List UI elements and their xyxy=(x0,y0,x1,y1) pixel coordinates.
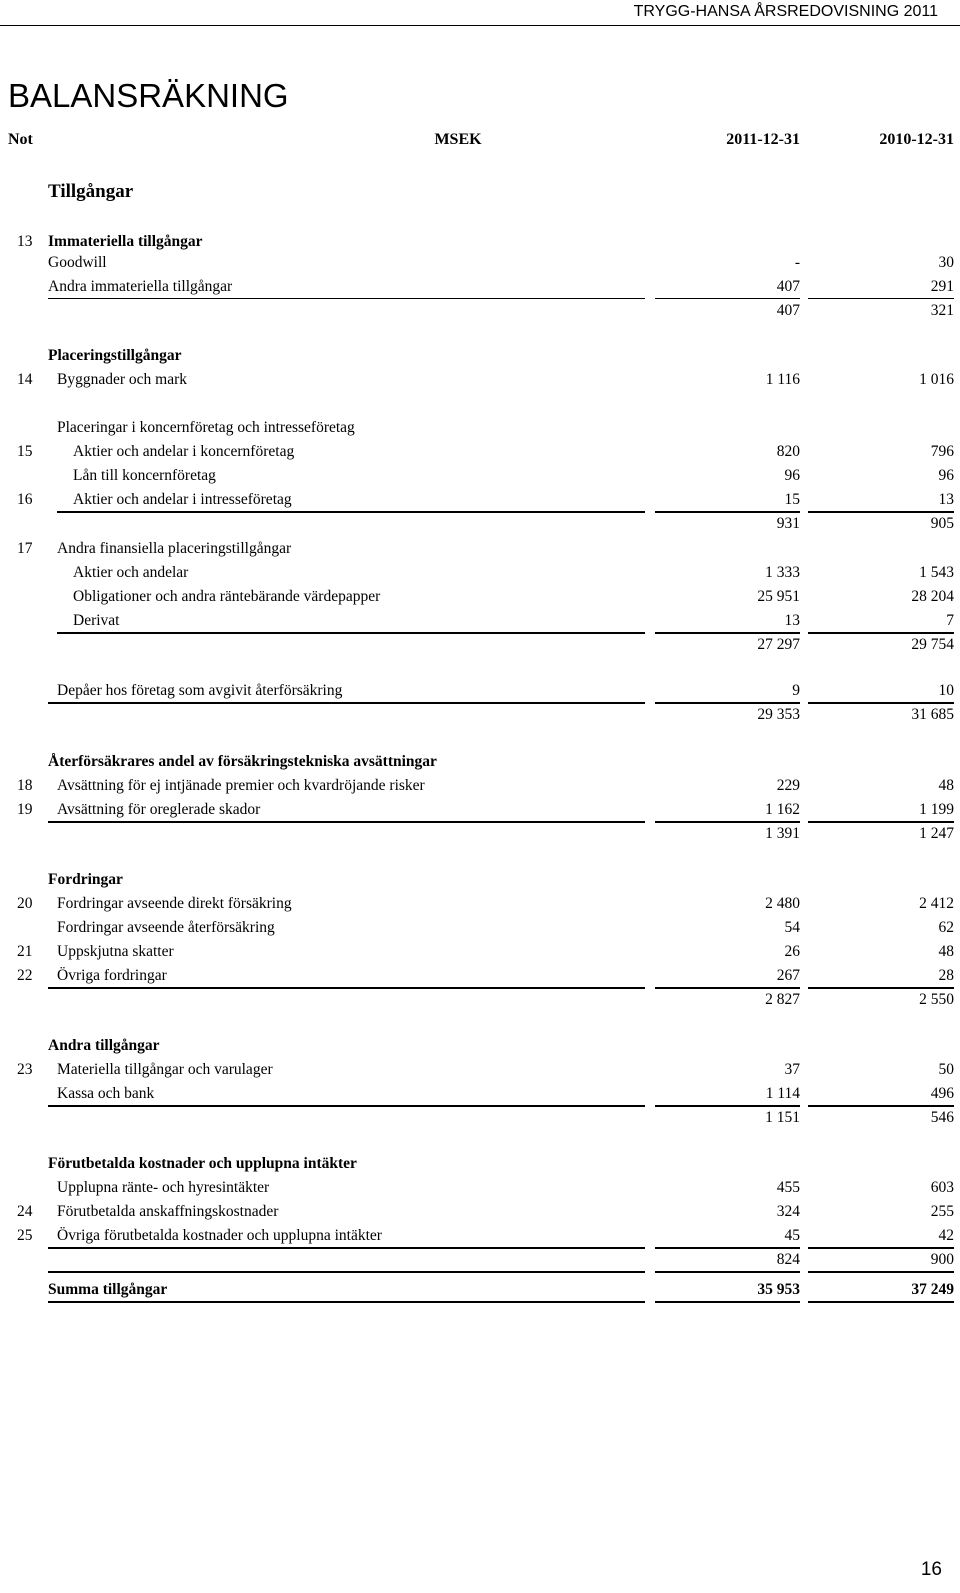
table-row xyxy=(0,703,960,727)
row-rule-2010 xyxy=(808,987,954,989)
value-2010: 496 xyxy=(930,1085,954,1102)
table-row xyxy=(0,1200,960,1224)
value-2010: 29 754 xyxy=(911,636,954,653)
value-2011: 2 827 xyxy=(765,991,800,1008)
value-2010: 1 247 xyxy=(919,825,954,842)
value-2011: 54 xyxy=(784,919,800,936)
row-label: Aktier och andelar i koncernföretag xyxy=(73,443,295,460)
table-row xyxy=(0,464,960,488)
value-2010: 546 xyxy=(930,1109,954,1126)
value-2011: 25 951 xyxy=(757,588,800,605)
note-number: 19 xyxy=(17,801,33,818)
value-2011: 1 162 xyxy=(765,801,800,818)
value-2010: 50 xyxy=(938,1061,954,1078)
row-rule-label xyxy=(48,1105,645,1107)
page-heading: BALANSRÄKNING xyxy=(8,77,289,114)
row-rule-2011 xyxy=(655,1247,800,1249)
value-2010: 28 xyxy=(938,967,954,984)
row-label: Övriga fordringar xyxy=(57,967,167,984)
value-2011: 37 xyxy=(784,1061,800,1078)
table-row xyxy=(0,537,960,561)
table-row xyxy=(0,964,960,988)
table-row xyxy=(0,1224,960,1248)
table-row xyxy=(0,416,960,440)
value-2011: 2 480 xyxy=(765,895,800,912)
row-label: Obligationer och andra räntebärande värdepapper xyxy=(73,588,381,605)
value-2011: 27 297 xyxy=(757,636,800,653)
row-label: Depåer hos företag som avgivit återförsäkring xyxy=(57,682,343,699)
value-2010: 905 xyxy=(930,515,954,532)
note-number: 23 xyxy=(17,1061,33,1078)
row-rule-label xyxy=(48,987,645,989)
row-rule-2010 xyxy=(808,298,954,299)
row-label: Upplupna ränte- och hyresintäkter xyxy=(57,1179,270,1196)
row-label: Andra finansiella placeringstillgångar xyxy=(57,540,292,557)
row-label: Goodwill xyxy=(48,254,107,271)
row-label: Kassa och bank xyxy=(57,1085,155,1102)
table-row xyxy=(0,585,960,609)
row-rule-2011 xyxy=(655,1105,800,1107)
value-2011: 931 xyxy=(776,515,800,532)
note-number: 25 xyxy=(17,1227,33,1244)
table-row xyxy=(0,1152,960,1176)
value-2010: 7 xyxy=(946,612,954,629)
page-number: 16 xyxy=(920,1559,942,1580)
row-rule-label xyxy=(48,702,645,704)
table-row xyxy=(0,892,960,916)
table-row xyxy=(0,368,960,392)
row-label: Placeringar i koncernföretag och intresseföretag xyxy=(57,419,355,436)
value-2011: 29 353 xyxy=(757,706,800,723)
row-rule-2010 xyxy=(808,821,954,823)
row-label: Derivat xyxy=(73,612,120,629)
note-number: 20 xyxy=(17,895,33,912)
table-row xyxy=(0,488,960,512)
row-label: Placeringstillgångar xyxy=(48,347,182,364)
value-2010: 900 xyxy=(930,1251,954,1268)
row-label: Fordringar avseende direkt försäkring xyxy=(57,895,292,912)
note-number: 13 xyxy=(17,233,33,250)
row-rule-2010 xyxy=(808,702,954,704)
value-2011: 96 xyxy=(784,467,800,484)
row-label: Immateriella tillgångar xyxy=(48,233,203,250)
table-row xyxy=(0,1034,960,1058)
table-row xyxy=(0,633,960,657)
table-row xyxy=(0,251,960,275)
note-number: 15 xyxy=(17,443,33,460)
row-label: Övriga förutbetalda kostnader och upplupna intäkter xyxy=(57,1227,382,1244)
value-2011: 229 xyxy=(776,777,800,794)
value-2010: 37 249 xyxy=(911,1281,954,1298)
value-2011: 1 116 xyxy=(765,371,800,388)
value-2010: 2 412 xyxy=(919,895,954,912)
table-row xyxy=(0,1106,960,1130)
value-2010: 48 xyxy=(938,943,954,960)
row-label: Fordringar xyxy=(48,871,123,888)
table-row xyxy=(0,822,960,846)
row-rule-label xyxy=(48,1301,645,1303)
row-rule-2011 xyxy=(655,632,800,634)
column-header-2010: 2010-12-31 xyxy=(879,131,954,148)
row-rule-2011 xyxy=(655,987,800,989)
row-label: Andra tillgångar xyxy=(48,1037,160,1054)
value-2010: 30 xyxy=(938,254,954,271)
table-row xyxy=(0,344,960,368)
row-rule-2010 xyxy=(808,1301,954,1303)
value-2011: 1 114 xyxy=(765,1085,800,1102)
value-2011: 1 333 xyxy=(765,564,800,581)
value-2011: 267 xyxy=(776,967,800,984)
row-rule-2011 xyxy=(655,702,800,704)
value-2011: - xyxy=(794,254,800,271)
row-rule-2011 xyxy=(655,1301,800,1303)
value-2011: 407 xyxy=(776,278,800,295)
value-2010: 291 xyxy=(930,278,954,295)
value-2010: 96 xyxy=(938,467,954,484)
value-2010: 603 xyxy=(930,1179,954,1196)
value-2010: 255 xyxy=(930,1203,954,1220)
table-row xyxy=(0,1058,960,1082)
report-title: TRYGG-HANSA ÅRSREDOVISNING 2011 xyxy=(633,3,938,20)
value-2011: 324 xyxy=(776,1203,800,1220)
note-number: 16 xyxy=(17,491,33,508)
row-rule-2010 xyxy=(808,1247,954,1249)
row-label: Fordringar avseende återförsäkring xyxy=(57,919,275,936)
table-row xyxy=(0,609,960,633)
value-2011: 820 xyxy=(776,443,800,460)
row-label: Uppskjutna skatter xyxy=(57,943,174,960)
row-rule-label xyxy=(57,511,645,513)
table-row xyxy=(0,299,960,323)
value-2010: 796 xyxy=(930,443,954,460)
value-2010: 10 xyxy=(938,682,954,699)
row-label: Avsättning för oreglerade skador xyxy=(57,801,261,818)
row-rule-2011 xyxy=(655,1271,800,1273)
table-row xyxy=(0,774,960,798)
column-header-2011: 2011-12-31 xyxy=(726,131,800,148)
value-2010: 321 xyxy=(930,302,954,319)
row-label: Avsättning för ej intjänade premier och kvardröjande risker xyxy=(57,777,425,794)
value-2011: 1 151 xyxy=(765,1109,800,1126)
table-row xyxy=(0,916,960,940)
row-label: Materiella tillgångar och varulager xyxy=(57,1061,273,1078)
row-rule-label xyxy=(48,1247,645,1249)
row-rule-2010 xyxy=(808,1271,954,1273)
table-row xyxy=(0,868,960,892)
row-rule-label xyxy=(57,632,645,634)
table-row xyxy=(0,275,960,299)
value-2011: 15 xyxy=(784,491,800,508)
table-row xyxy=(0,561,960,585)
table-row xyxy=(0,988,960,1012)
row-rule-label xyxy=(48,821,645,823)
row-rule-label xyxy=(48,298,645,299)
value-2010: 62 xyxy=(938,919,954,936)
row-label: Aktier och andelar i intresseföretag xyxy=(73,491,292,508)
row-rule-2011 xyxy=(655,511,800,513)
table-row xyxy=(0,1248,960,1272)
row-label: Lån till koncernföretag xyxy=(73,467,216,484)
column-header-unit: MSEK xyxy=(434,131,482,148)
value-2010: 1 016 xyxy=(919,371,954,388)
value-2011: 1 391 xyxy=(765,825,800,842)
row-label: Byggnader och mark xyxy=(57,371,187,388)
row-rule-label xyxy=(48,1271,645,1273)
table-row xyxy=(0,798,960,822)
note-number: 18 xyxy=(17,777,33,794)
value-2010: 42 xyxy=(938,1227,954,1244)
value-2010: 28 204 xyxy=(911,588,954,605)
row-label: Andra immateriella tillgångar xyxy=(48,278,233,295)
value-2011: 407 xyxy=(776,302,800,319)
section-title: Tillgångar xyxy=(48,181,134,202)
note-number: 21 xyxy=(17,943,33,960)
table-row xyxy=(0,1278,960,1302)
note-number: 22 xyxy=(17,967,33,984)
value-2011: 9 xyxy=(792,682,800,699)
value-2011: 35 953 xyxy=(757,1281,800,1298)
row-label: Aktier och andelar xyxy=(73,564,189,581)
table-row xyxy=(0,940,960,964)
note-number: 24 xyxy=(17,1203,33,1220)
note-number: 17 xyxy=(17,540,33,557)
table-row xyxy=(0,750,960,774)
value-2010: 48 xyxy=(938,777,954,794)
value-2011: 45 xyxy=(784,1227,800,1244)
row-rule-2010 xyxy=(808,632,954,634)
row-label: Förutbetalda kostnader och upplupna intäkter xyxy=(48,1155,357,1172)
value-2011: 455 xyxy=(776,1179,800,1196)
value-2010: 31 685 xyxy=(911,706,954,723)
table-row xyxy=(0,440,960,464)
note-number: 14 xyxy=(17,371,33,388)
row-rule-2011 xyxy=(655,821,800,823)
column-header-note: Not xyxy=(8,131,33,148)
row-rule-2011 xyxy=(655,298,800,299)
row-label: Återförsäkrares andel av försäkringstekniska avsättningar xyxy=(48,753,437,770)
table-row xyxy=(0,1176,960,1200)
value-2011: 26 xyxy=(784,943,800,960)
value-2010: 1 199 xyxy=(919,801,954,818)
value-2010: 13 xyxy=(938,491,954,508)
table-row xyxy=(0,512,960,536)
header-divider xyxy=(0,25,960,26)
value-2010: 1 543 xyxy=(919,564,954,581)
value-2011: 824 xyxy=(776,1251,800,1268)
table-row xyxy=(0,1082,960,1106)
row-label: Förutbetalda anskaffningskostnader xyxy=(57,1203,279,1220)
row-rule-2010 xyxy=(808,1105,954,1107)
row-rule-2010 xyxy=(808,511,954,513)
value-2011: 13 xyxy=(784,612,800,629)
row-label: Summa tillgångar xyxy=(48,1281,168,1298)
table-row xyxy=(0,679,960,703)
value-2010: 2 550 xyxy=(919,991,954,1008)
